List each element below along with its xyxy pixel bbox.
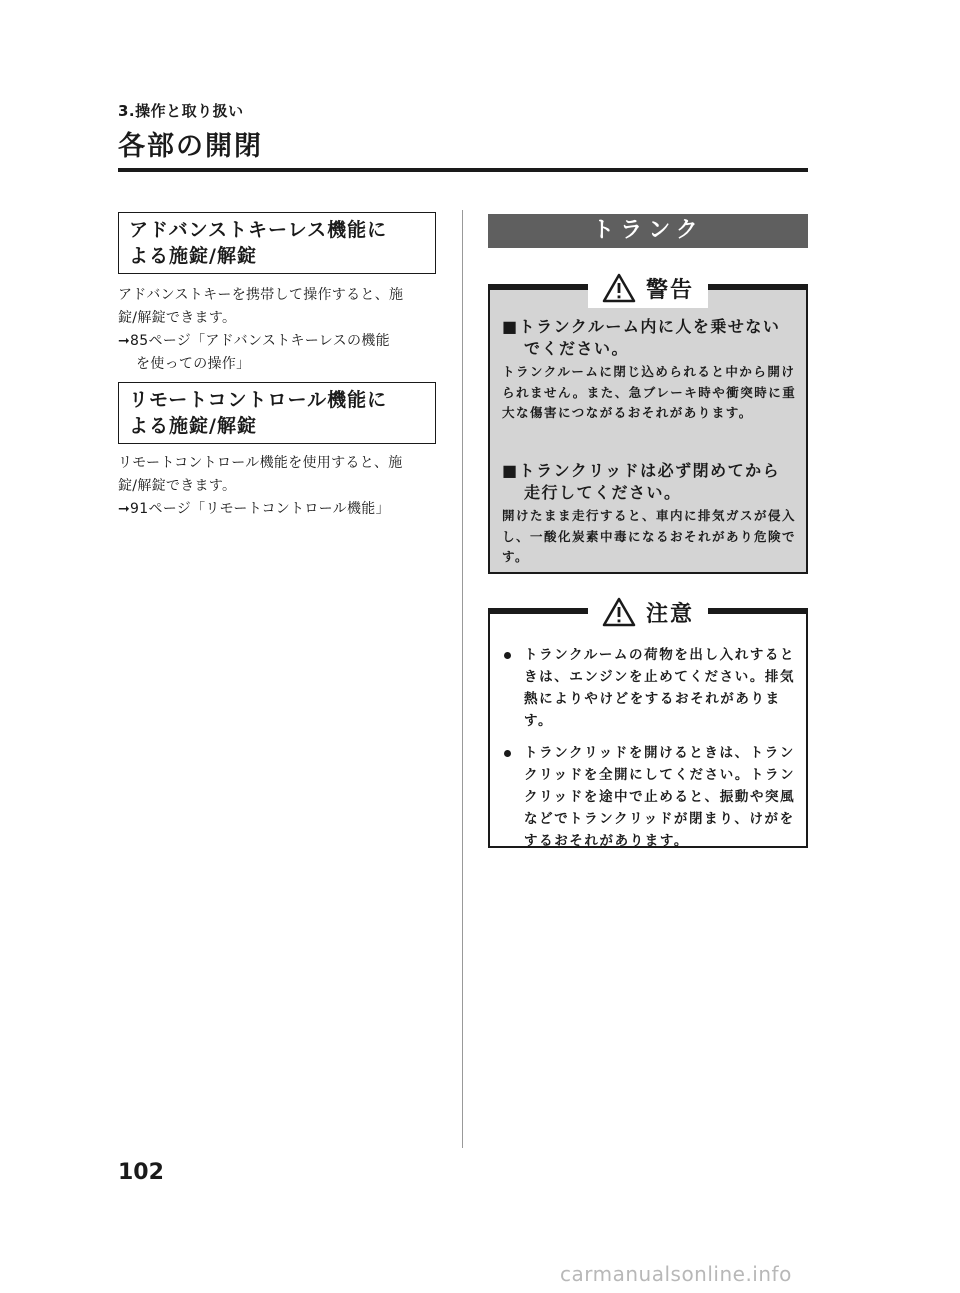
section-heading-line: よる施錠/解錠	[129, 245, 257, 267]
caution-header	[588, 592, 708, 632]
caution-label: 注意	[645, 601, 695, 627]
caution-bullet-item	[490, 742, 806, 852]
watermark: carmanualsonline.info	[560, 1262, 792, 1286]
section-heading-line: リモートコントロール機能に	[129, 389, 388, 411]
section-heading-remote-control	[118, 382, 436, 444]
page-reference: ➞91ページ「リモートコントロール機能」	[118, 501, 390, 517]
page-number: 102	[118, 1160, 164, 1185]
warning-header	[588, 268, 708, 308]
trunk-section-title: トランク	[488, 214, 808, 248]
warning-label: 警告	[645, 277, 695, 303]
warning-triangle-icon	[602, 273, 636, 303]
section-body-remote-control	[118, 452, 442, 521]
title-rule	[118, 168, 808, 172]
page-title: 各部の開閉	[118, 131, 263, 162]
chapter-label: 3.操作と取り扱い	[118, 102, 244, 120]
bullet-icon	[504, 750, 511, 757]
caution-box	[488, 601, 808, 849]
caution-bullet-text: トランクルームの荷物を出し入れするときは、エンジンを止めてください。排気熱によりやけどをするおそれがあります。	[524, 647, 796, 729]
body-line: アドバンストキーを携帯して操作すると、施	[118, 287, 404, 303]
section-heading-advanced-keyless	[118, 212, 436, 274]
warning-box	[488, 277, 808, 574]
caution-bullet-text: トランクリッドを開けるときは、トランクリッドを全開にしてください。トランクリッドを途中で止めると、振動や突風などでトランクリッドが閉まり、けがをするおそれがあります。	[524, 745, 796, 849]
warning-item-heading-cont: 走行してください。	[524, 483, 682, 502]
body-line: 錠/解錠できます。	[118, 310, 237, 326]
caution-bullet-item	[490, 644, 806, 732]
page-reference-cont: を使っての操作」	[136, 356, 251, 372]
warning-item-body: 開けたまま走行すると、車内に排気ガスが侵入し、一酸化炭素中毒になるおそれがあり危険です。	[502, 508, 797, 564]
section-heading-line: よる施錠/解錠	[129, 415, 257, 437]
warning-item-body: トランクルームに閉じ込められると中から開けられません。また、急ブレーキ時や衝突時に重大な傷害につながるおそれがあります。	[502, 364, 797, 420]
warning-item-heading-cont: でください。	[524, 339, 630, 358]
section-heading-line: アドバンストキーレス機能に	[129, 219, 388, 241]
column-divider	[462, 210, 463, 1148]
caution-triangle-icon	[602, 597, 636, 627]
page-reference: ➞85ページ「アドバンストキーレスの機能	[118, 333, 390, 349]
bullet-icon	[504, 652, 511, 659]
warning-item-heading: ■トランクリッドは必ず閉めてから	[502, 461, 781, 480]
warning-item-heading: ■トランクルーム内に人を乗せない	[502, 317, 781, 336]
body-line: リモートコントロール機能を使用すると、施	[118, 455, 403, 471]
section-body-advanced-keyless	[118, 284, 442, 376]
body-line: 錠/解錠できます。	[118, 478, 237, 494]
